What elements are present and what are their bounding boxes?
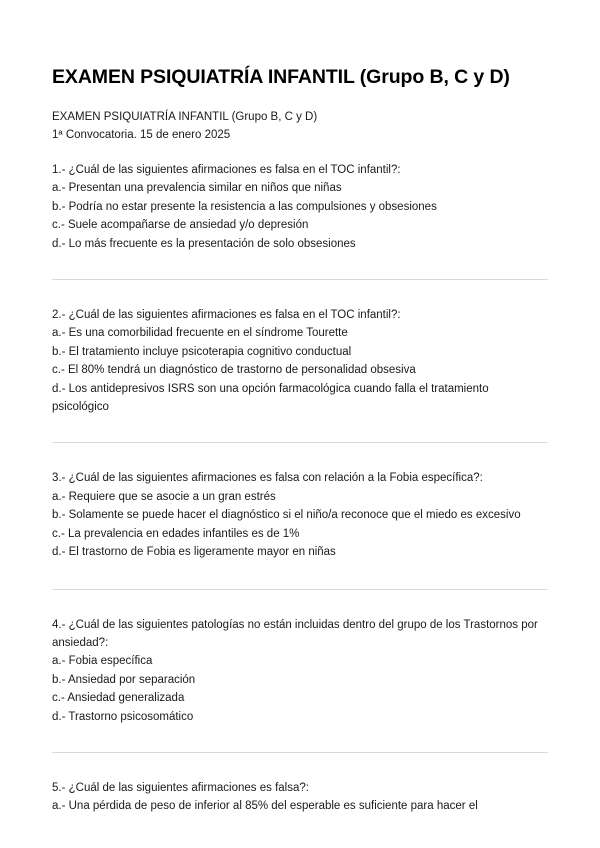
- question-text: 5.- ¿Cuál de las siguientes afirmaciones es falsa?:: [52, 781, 309, 794]
- question-text: 2.- ¿Cuál de las siguientes afirmaciones es falsa en el TOC infantil?:: [52, 309, 401, 322]
- question-divider: [52, 442, 548, 443]
- page-title: EXAMEN PSIQUIATRÍA INFANTIL (Grupo B, C y D): [52, 66, 510, 88]
- option-d: d.- El trastorno de Fobia es ligeramente mayor en niñas: [52, 546, 336, 559]
- option-c: c.- Ansiedad generalizada: [52, 692, 185, 705]
- option-a: a.- Es una comorbilidad frecuente en el síndrome Tourette: [52, 327, 348, 340]
- exam-subtitle: EXAMEN PSIQUIATRÍA INFANTIL (Grupo B, C y D): [52, 111, 318, 123]
- option-b: b.- Solamente se puede hacer el diagnóstico si el niño/a reconoce que el miedo es excesivo: [52, 509, 521, 522]
- question-text: 4.- ¿Cuál de las siguientes patologías no están incluidas dentro del grupo de los Trastornos por ansiedad?:: [52, 618, 538, 649]
- option-c: c.- La prevalencia en edades infantiles es de 1%: [52, 527, 300, 540]
- question-text: 3.- ¿Cuál de las siguientes afirmaciones es falsa con relación a la Fobia específica?:: [52, 472, 483, 485]
- question-divider: [52, 589, 548, 590]
- option-d: d.- Trastorno psicosomático: [52, 710, 194, 723]
- question-3: [52, 469, 548, 561]
- exam-meta: [52, 108, 548, 144]
- question-text: 1.- ¿Cuál de las siguientes afirmaciones es falsa en el TOC infantil?:: [52, 164, 401, 176]
- option-b: b.- Ansiedad por separación: [52, 673, 196, 686]
- option-a: a.- Presentan una prevalencia similar en niños que niñas: [52, 182, 342, 195]
- option-d: d.- Lo más frecuente es la presentación de solo obsesiones: [52, 237, 356, 250]
- option-c: c.- El 80% tendrá un diagnóstico de trastorno de personalidad obsesiva: [52, 364, 416, 377]
- option-a: a.- Requiere que se asocie a un gran estrés: [52, 490, 276, 503]
- option-b: b.- Podría no estar presente la resistencia a las compulsiones y obsesiones: [52, 200, 437, 213]
- question-1: [52, 161, 548, 253]
- option-c: c.- Suele acompañarse de ansiedad y/o depresión: [52, 219, 309, 232]
- exam-session: 1ª Convocatoria. 15 de enero 2025: [52, 129, 231, 141]
- question-2: [52, 306, 548, 416]
- question-divider: [52, 279, 548, 280]
- option-d: d.- Los antidepresivos ISRS son una opción farmacológica cuando falla el tratamiento psicológico: [52, 382, 489, 414]
- question-5: [52, 779, 548, 816]
- question-4: [52, 616, 548, 726]
- option-b: b.- El tratamiento incluye psicoterapia cognitivo conductual: [52, 345, 352, 358]
- question-divider: [52, 752, 548, 753]
- option-a: a.- Una pérdida de peso de inferior al 85% del esperable es suficiente para hacer el: [52, 800, 478, 813]
- option-a: a.- Fobia específica: [52, 655, 153, 668]
